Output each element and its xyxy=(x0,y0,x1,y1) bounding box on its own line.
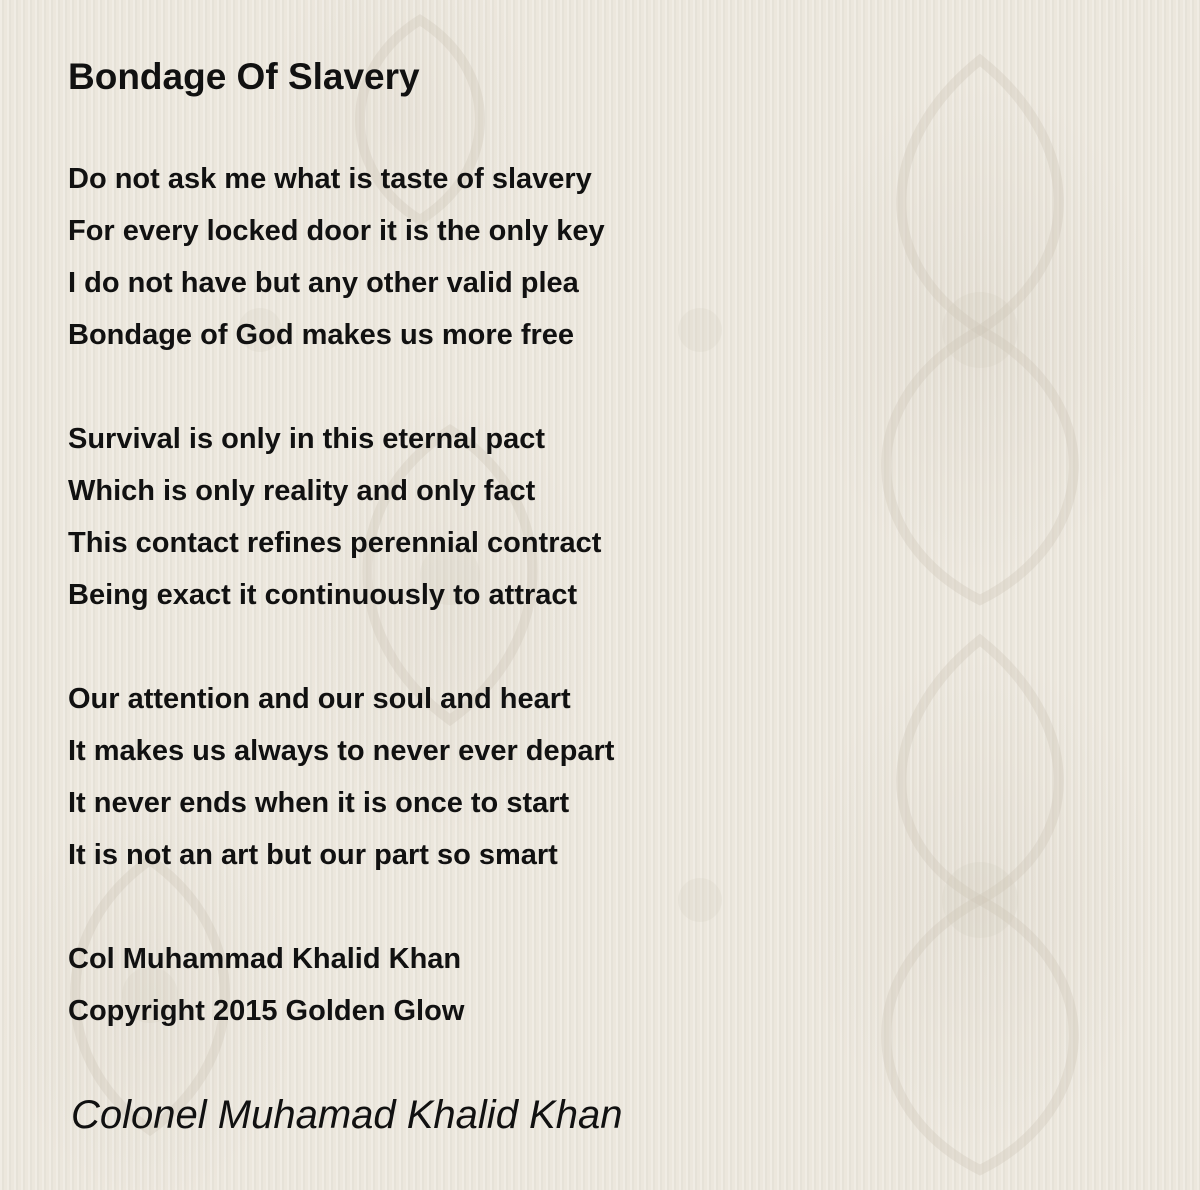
poem-line: Do not ask me what is taste of slavery xyxy=(68,163,592,195)
poem-line: For every locked door it is the only key xyxy=(68,215,605,247)
copyright-notice: Copyright 2015 Golden Glow xyxy=(68,995,465,1027)
poem-line: Bondage of God makes us more free xyxy=(68,319,575,351)
poem-line: It is not an art but our part so smart xyxy=(68,839,558,871)
stanza-3 xyxy=(68,673,614,881)
stanza-2 xyxy=(68,413,601,621)
stanza-1 xyxy=(68,153,605,361)
poem-line: Being exact it continuously to attract xyxy=(68,579,578,611)
author-name: Col Muhammad Khalid Khan xyxy=(68,943,462,975)
poem-line: It makes us always to never ever depart xyxy=(68,735,615,767)
poem-line: This contact refines perennial contract xyxy=(68,527,602,559)
poem-line: I do not have but any other valid plea xyxy=(68,267,579,299)
poem-line: Which is only reality and only fact xyxy=(68,475,536,507)
poem-line: It never ends when it is once to start xyxy=(68,787,570,819)
poem-title: Bondage Of Slavery xyxy=(68,56,420,97)
author-byline xyxy=(68,933,464,1037)
poem-line: Survival is only in this eternal pact xyxy=(68,423,546,455)
author-signature: Colonel Muhamad Khalid Khan xyxy=(71,1093,623,1137)
poem-line: Our attention and our soul and heart xyxy=(68,683,571,715)
